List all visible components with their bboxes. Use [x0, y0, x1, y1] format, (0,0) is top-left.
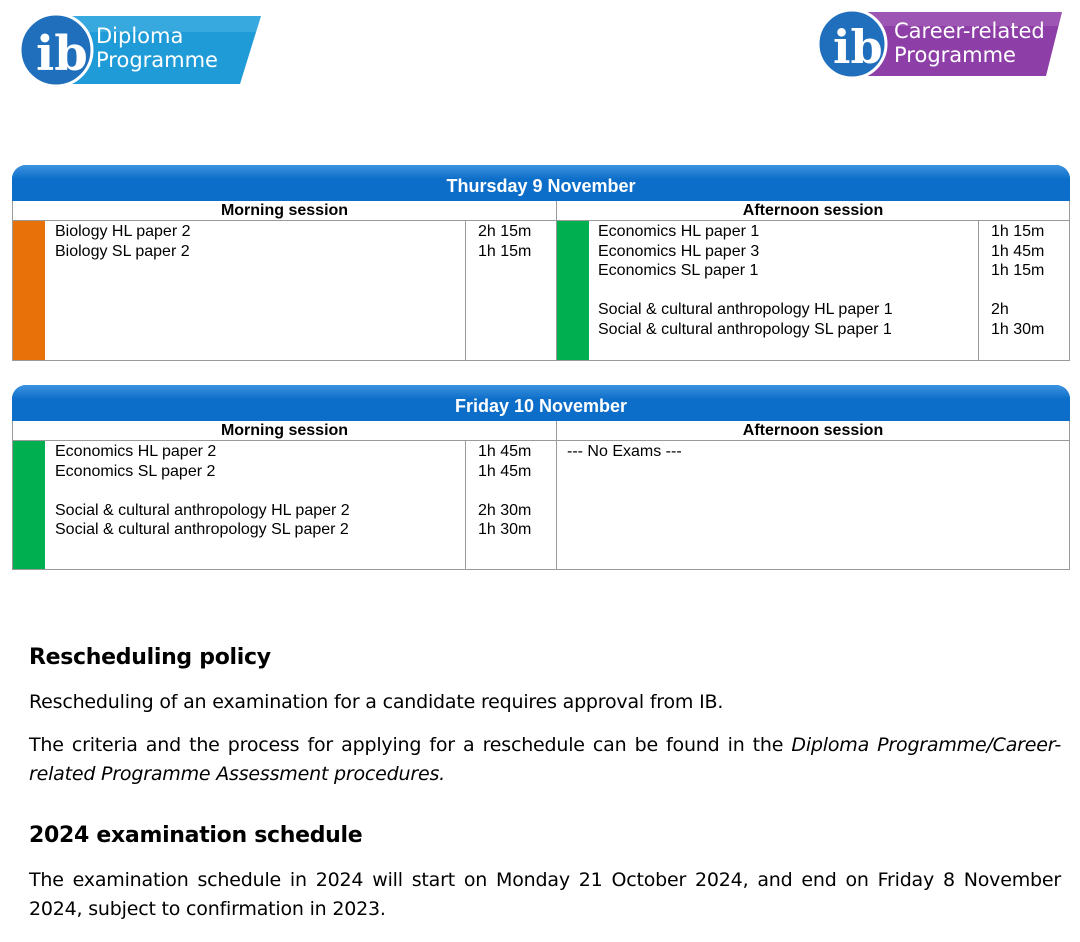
exam-duration: 1h 30m — [478, 521, 532, 539]
day-title: Thursday 9 November — [446, 176, 636, 196]
exam-duration: 1h 45m — [991, 242, 1045, 260]
morning-subjects — [45, 221, 466, 360]
morning-color-bar — [13, 221, 45, 360]
session-grid — [12, 201, 1070, 361]
day-table-friday — [12, 385, 1070, 570]
day-title: Friday 10 November — [454, 396, 628, 416]
session-grid — [12, 421, 1070, 570]
rescheduling-paragraph-2-text: The criteria and the process for applying for a reschedule can be found in the — [29, 734, 792, 756]
afternoon-session-label: Afternoon session — [557, 421, 1069, 441]
exam-subject: Biology SL paper 2 — [55, 242, 190, 260]
morning-subjects — [45, 441, 466, 569]
morning-durations — [466, 441, 557, 569]
exam-subject: Economics SL paper 1 — [598, 262, 759, 280]
day-header — [12, 165, 1070, 201]
afternoon-color-bar — [557, 221, 589, 360]
day-table-thursday — [12, 165, 1070, 361]
no-exams-text: --- No Exams --- — [567, 443, 682, 460]
afternoon-session-label: Afternoon session — [557, 201, 1069, 221]
morning-session-label: Morning session — [13, 201, 557, 221]
exam-subject: Social & cultural anthropology SL paper 2 — [55, 521, 349, 539]
exam-duration: 1h 15m — [478, 242, 532, 260]
rescheduling-paragraph-2 — [29, 731, 1061, 789]
morning-color-bar — [13, 441, 45, 569]
exam-duration: 2h — [991, 301, 1009, 319]
logo-crp-line1: Career-related — [894, 19, 1045, 43]
exam-subject: Biology HL paper 2 — [55, 223, 191, 240]
afternoon-subjects — [589, 221, 979, 360]
logo-dp-line1: Diploma — [96, 24, 184, 48]
schedule-2024-paragraph: The examination schedule in 2024 will start on Monday 21 October 2024, and end on Friday 8 November 2024, subject to confirmation in 2023. — [29, 869, 1061, 920]
logo-crp-line2: Programme — [894, 43, 1016, 67]
day-header — [12, 385, 1070, 421]
exam-duration: 1h 15m — [991, 223, 1045, 240]
rescheduling-heading: Rescheduling policy — [29, 645, 271, 670]
morning-durations — [466, 221, 557, 360]
logo-dp-line2: Programme — [96, 48, 218, 72]
afternoon-block — [557, 441, 1069, 569]
afternoon-block — [557, 221, 1069, 360]
exam-subject: Social & cultural anthropology HL paper 2 — [55, 501, 350, 519]
career-related-programme-logo — [816, 8, 1064, 80]
exam-subject: Economics HL paper 1 — [598, 223, 760, 240]
exam-duration: 2h 15m — [478, 223, 532, 240]
exam-subject: Social & cultural anthropology SL paper 1 — [598, 320, 892, 338]
exam-duration: 1h 15m — [991, 262, 1045, 280]
exam-subject: Economics SL paper 2 — [55, 462, 216, 480]
svg-text:ib: ib — [833, 20, 883, 74]
exam-duration: 1h 45m — [478, 462, 532, 480]
svg-text:ib: ib — [36, 26, 88, 82]
morning-session-label: Morning session — [13, 421, 557, 441]
diploma-programme-logo — [18, 12, 263, 92]
exam-subject: Social & cultural anthropology HL paper 1 — [598, 301, 893, 319]
exam-duration: 1h 30m — [991, 320, 1045, 338]
afternoon-durations — [979, 221, 1069, 360]
exam-duration: 1h 45m — [478, 443, 532, 460]
exam-subject: Economics HL paper 3 — [598, 242, 760, 260]
rescheduling-paragraph-1: Rescheduling of an examination for a candidate requires approval from IB. — [29, 691, 724, 713]
schedule-2024-heading: 2024 examination schedule — [29, 823, 363, 848]
exam-duration: 2h 30m — [478, 501, 532, 519]
logo-dp-text — [96, 24, 218, 72]
assessment-procedures-title: Diploma Programme/Career-related Programme Assessment procedures. — [29, 734, 1062, 785]
exam-subject: Economics HL paper 2 — [55, 443, 217, 460]
logo-crp-text — [894, 19, 1045, 67]
